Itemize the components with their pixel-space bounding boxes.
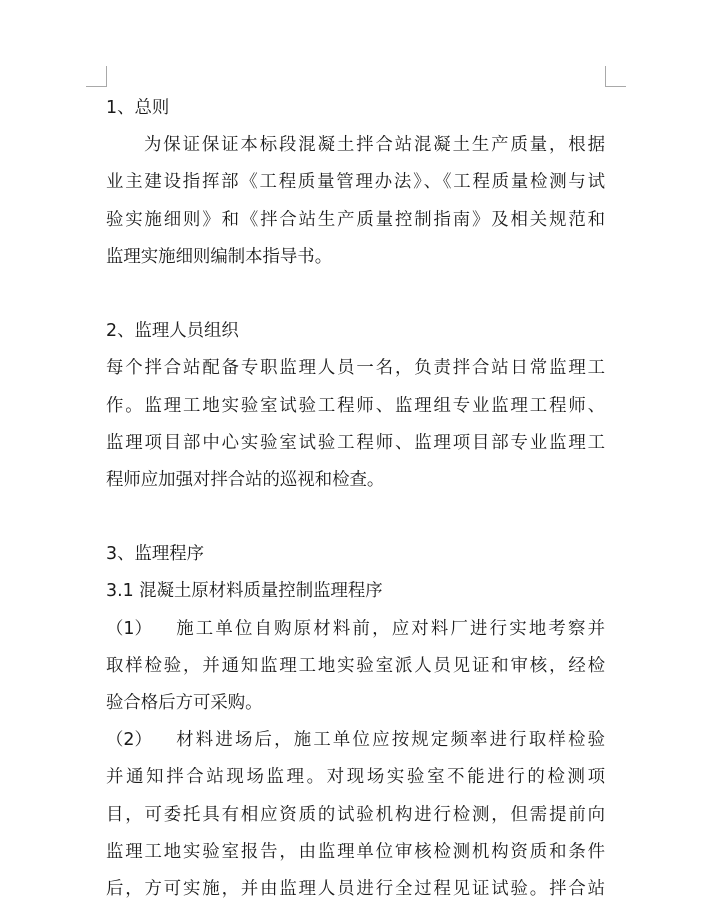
section-3-1-subheading: 3.1 混凝土原材料质量控制监理程序 — [106, 581, 383, 602]
item-2-number: （2） — [106, 730, 152, 751]
item-1-number: （1） — [106, 618, 152, 639]
item-1-line-3: 验合格后方可采购。 — [106, 693, 263, 713]
section-2-heading: 2、监理人员组织 — [106, 321, 239, 342]
section-2-line-3: 监理项目部中心实验室试验工程师、监理项目部专业监理工 — [106, 432, 605, 453]
document-body[interactable] — [106, 90, 605, 908]
section-2-line-4: 程师应加强对拌合站的巡视和检查。 — [106, 469, 385, 490]
blank-line — [106, 276, 605, 313]
section-1-line-1: 为保证保证本标段混凝土拌合站混凝土生产质量，根据 — [144, 135, 605, 156]
section-3-heading: 3、监理程序 — [106, 544, 205, 565]
section-1-line-4: 监理实施细则编制本指导书。 — [106, 246, 333, 267]
item-2-line-5: 后，方可实施，并由监理人员进行全过程见证试验。拌合站 — [106, 878, 605, 899]
item-1-line-2: 取样检验，并通知监理工地实验室派人员见证和审核，经检 — [106, 655, 605, 676]
section-2-line-1: 每个拌合站配备专职监理人员一名，负责拌合站日常监理工 — [106, 358, 605, 379]
blank-line — [106, 499, 605, 536]
item-2-line-2: 并通知拌合站现场监理。对现场实验室不能进行的检测项 — [106, 767, 605, 788]
item-2-line-3: 目，可委托具有相应资质的试验机构进行检测，但需提前向 — [106, 804, 605, 825]
item-2-first-text: 材料进场后，施工单位应按规定频率进行取样检验 — [174, 730, 605, 751]
section-2-line-2: 作。监理工地实验室试验工程师、监理组专业监理工程师、 — [106, 395, 605, 416]
item-1-first-text: 施工单位自购原材料前，应对料厂进行实地考察并 — [174, 618, 605, 639]
section-1-line-3: 验实施细则》和《拌合站生产质量控制指南》及相关规范和 — [106, 209, 605, 230]
item-2-first-line — [106, 722, 605, 759]
section-1-line-2: 业主建设指挥部《工程质量管理办法》、《工程质量检测与试 — [106, 172, 605, 193]
item-1-first-line — [106, 611, 605, 648]
item-2-line-4: 监理工地实验室报告，由监理单位审核检测机构资质和条件 — [106, 841, 605, 862]
margin-corner-top-right — [605, 66, 626, 87]
section-1-heading: 1、总则 — [106, 98, 170, 118]
margin-corner-top-left — [86, 66, 107, 87]
